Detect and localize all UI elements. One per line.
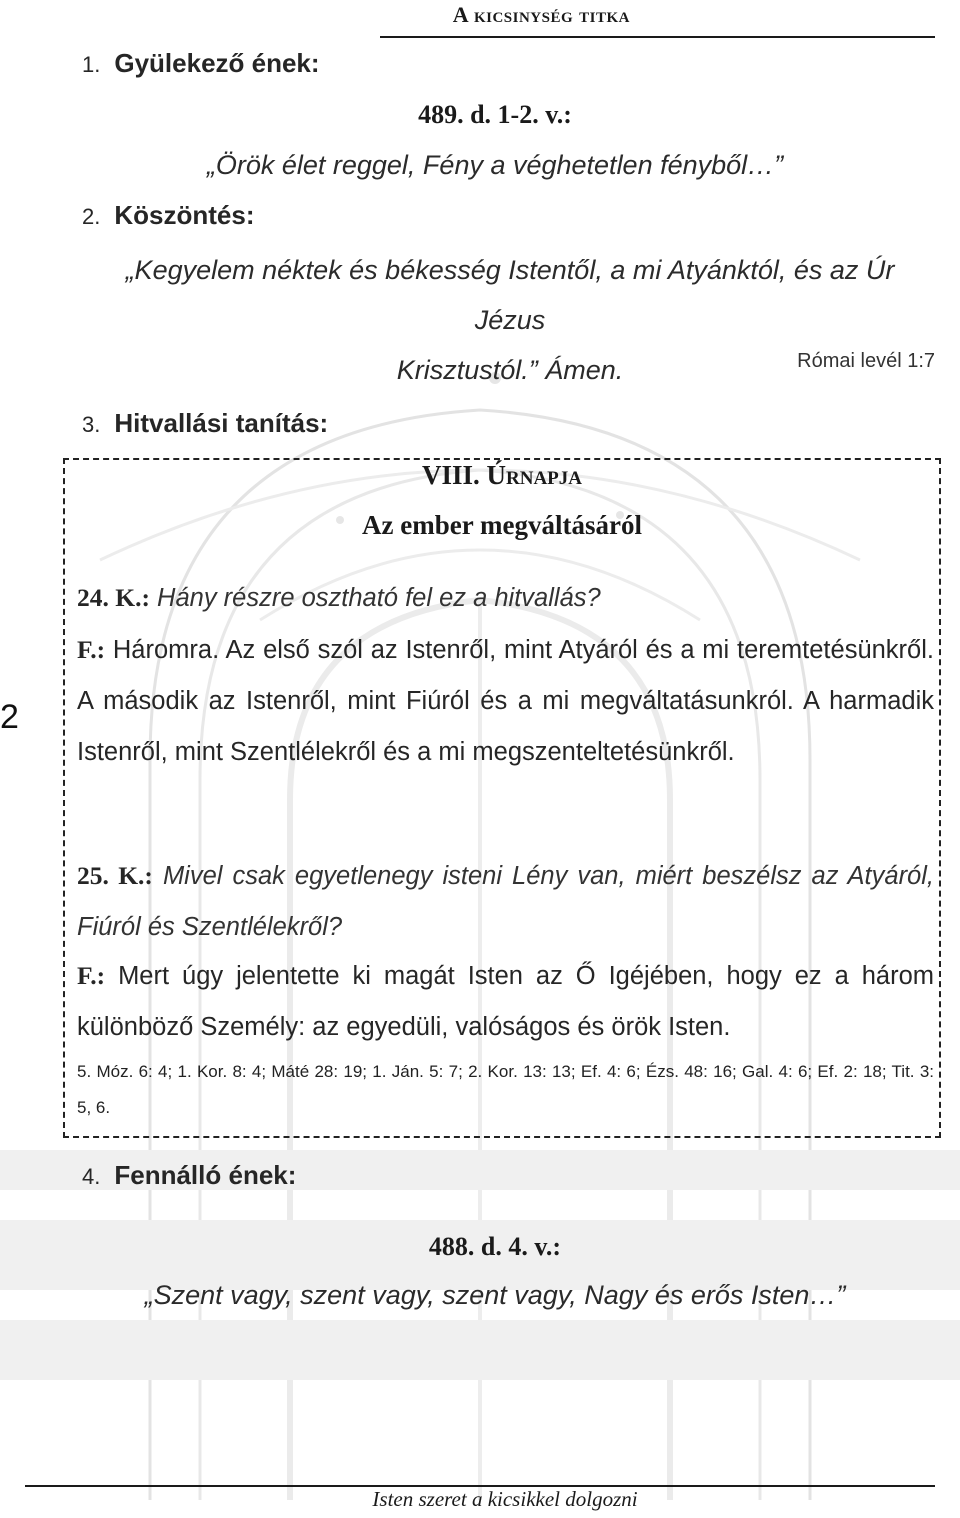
greeting-line-1: „Kegyelem néktek és békesség Istentől, a mi Atyánktól, és az Úr Jézus xyxy=(125,255,895,335)
section-label: Gyülekező ének: xyxy=(114,48,320,78)
hymn1-ref: 489. d. 1-2. v.: xyxy=(418,100,572,129)
answer-24 xyxy=(77,624,934,778)
question-text: Hány részre osztható fel ez a hitvallás? xyxy=(157,584,601,612)
greeting-line-2: Krisztustól.” Ámen. xyxy=(396,355,624,385)
answer-label: F.: xyxy=(77,635,106,664)
answer-label: F.: xyxy=(77,961,106,990)
answer-text: Háromra. Az első szól az Istenről, mint Atyáról és a mi teremtetésünkről. A második az Istenről, mint Fiúról és a mi megváltatásunkról. A harmadik Istenről, mint Szentlélekről és a mi megszenteltetésünkről. xyxy=(77,636,934,766)
question-label: 25. K.: xyxy=(77,861,153,890)
header-title: A kicsinység titka xyxy=(452,2,630,27)
greeting-reference: Római levél 1:7 xyxy=(797,350,935,372)
section-label: Fennálló ének: xyxy=(114,1160,297,1190)
hymn1-text: „Örök élet reggel, Fény a véghetetlen fényből…” xyxy=(206,150,784,180)
hymn2-text: „Szent vagy, szent vagy, szent vagy, Nagy és erős Isten…” xyxy=(144,1280,846,1310)
section-greeting xyxy=(82,200,254,231)
section-label: Hitvallási tanítás: xyxy=(114,408,329,438)
section-number: 3. xyxy=(82,412,101,437)
question-24 xyxy=(77,572,934,624)
question-text: Mivel csak egyetlenegy isteni Lény van, miért beszélsz az Atyáról, Fiúról és Szentlélekről? xyxy=(77,862,934,941)
lords-day-subtitle: Az ember megváltásáról xyxy=(362,510,642,540)
section-number: 1. xyxy=(82,52,101,77)
section-label: Köszöntés: xyxy=(114,200,255,230)
footer-text: Isten szeret a kicsikkel dolgozni xyxy=(372,1487,638,1511)
hymn2-ref: 488. d. 4. v.: xyxy=(428,1232,562,1261)
answer-text: Mert úgy jelentette ki magát Isten az Ő Igéjében, hogy ez a három különböző Személy: az egyedüli, valóságos és örök Isten. xyxy=(77,962,934,1041)
bible-references: 5. Móz. 6: 4; 1. Kor. 8: 4; Máté 28: 19; 1. Ján. 5: 7; 2. Kor. 13: 13; Ef. 4: 6; Ézs. 48: 16; Gal. 4: 6; Ef. 2: 18; Tit. 3: 5, 6. xyxy=(77,1062,934,1117)
section-standing-hymn xyxy=(82,1160,296,1191)
section-number: 4. xyxy=(82,1164,101,1189)
section-number: 2. xyxy=(82,204,101,229)
question-label: 24. K.: xyxy=(77,583,150,612)
answer-25 xyxy=(77,950,934,1053)
section-catechism xyxy=(82,408,328,439)
question-25 xyxy=(77,850,934,953)
lords-day-heading: VIII. Úrnapja xyxy=(421,460,583,490)
header-rule xyxy=(380,36,935,38)
page-number: 2 xyxy=(0,698,19,736)
section-gathering-hymn xyxy=(82,48,320,79)
